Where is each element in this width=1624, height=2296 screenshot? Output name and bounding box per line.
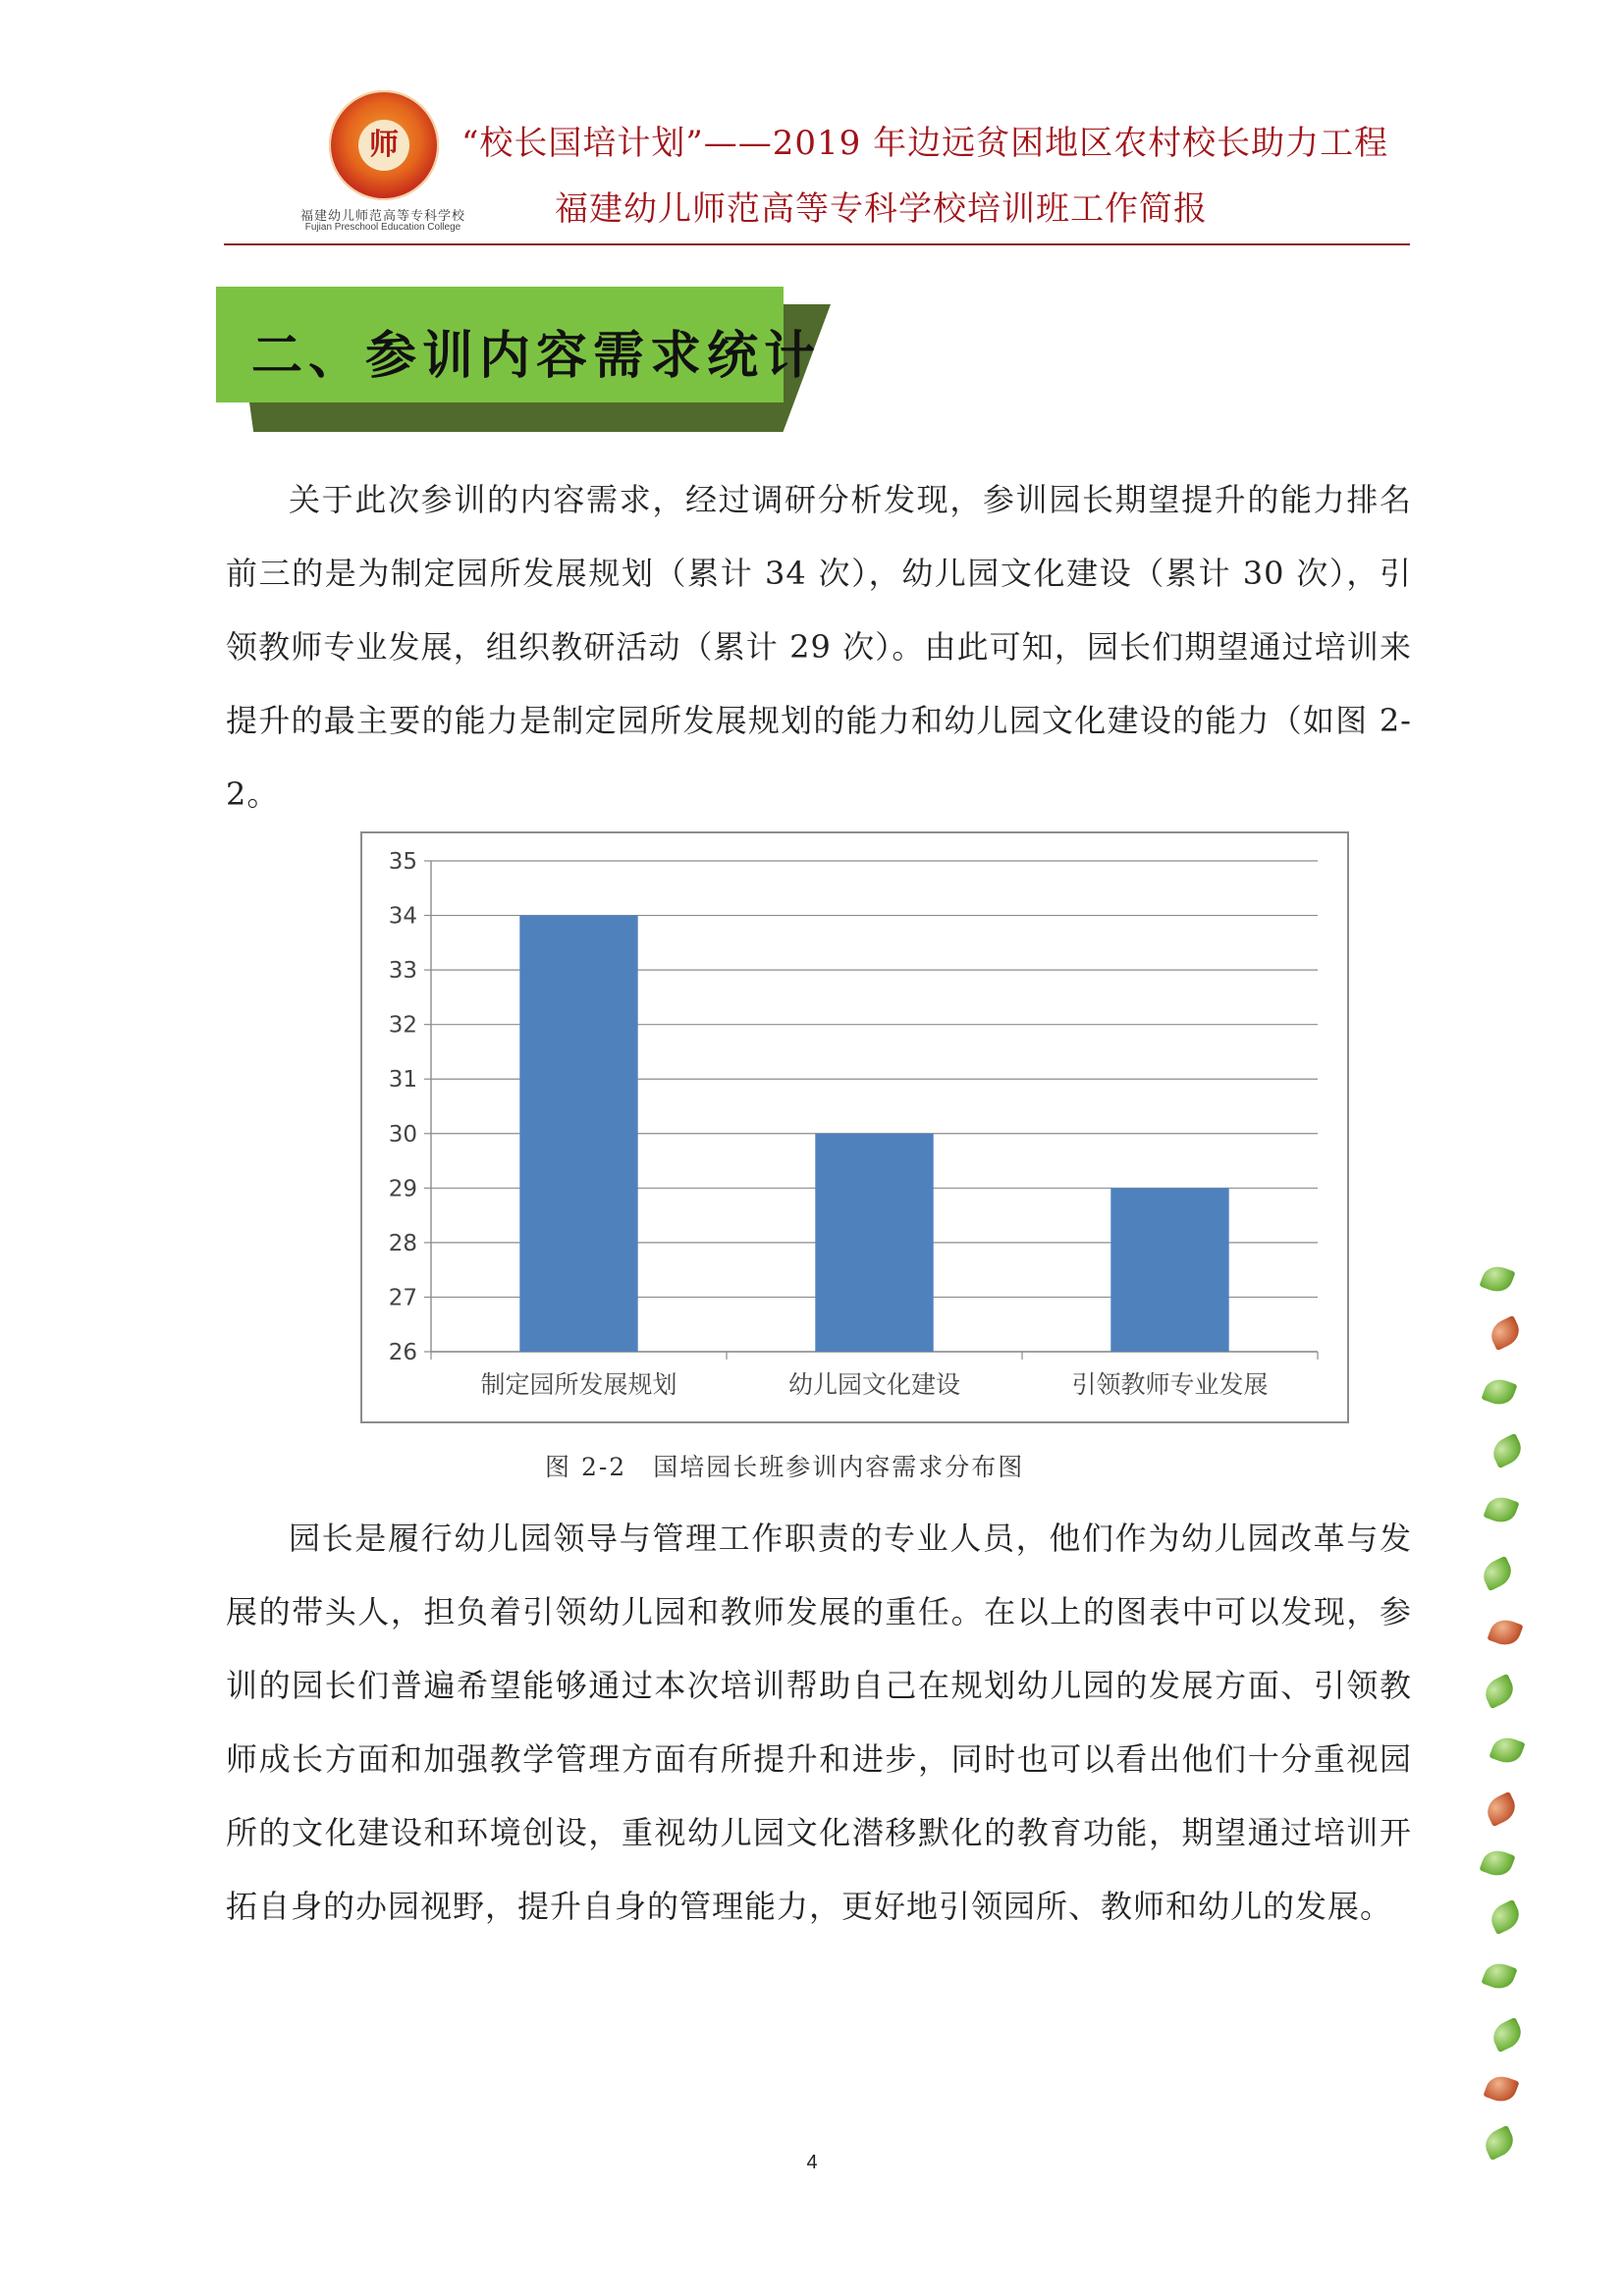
bar <box>519 916 637 1352</box>
y-tick-label: 29 <box>388 1176 417 1202</box>
leaf-icon <box>1481 1674 1518 1709</box>
leaf-icon <box>1481 1375 1517 1410</box>
leaf-icon <box>1487 1616 1523 1650</box>
header-title-line1: “校长国培计划”——2019 年边远贫困地区农村校长助力工程 <box>461 124 1389 163</box>
figure-caption: 图 2-2 国培园长班参训内容需求分布图 <box>545 1453 1025 1481</box>
intro-paragraph: 关于此次参训的内容需求，经过调研分析发现，参训园长期望提升的能力排名前三的是为制定园所发展规划（累计 34 次），幼儿园文化建设（累计 30 次），引领教师专业发展，组织教研活动（累计 29 次）。由此可知，园长们期望通过培训来提升的最主要的能力是制定园所发展规划的能力和幼儿园文化建设的能力（如图 2-2。 <box>226 481 1412 813</box>
bar <box>1110 1188 1228 1352</box>
leaf-icon <box>1489 1433 1526 1468</box>
leaf-icon <box>1479 1556 1516 1591</box>
bar-chart <box>360 831 1349 1423</box>
header-title-line2: 福建幼儿师范高等专科学校培训班工作简报 <box>555 189 1208 229</box>
x-category-label: 制定园所发展规划 <box>480 1370 677 1399</box>
analysis-paragraph: 园长是履行幼儿园领导与管理工作职责的专业人员，他们作为幼儿园改革与发展的带头人，担负着引领幼儿园和教师发展的重任。在以上的图表中可以发现，参训的园长们普遍希望能够通过本次培训帮助自己在规划幼儿园的发展方面、引领教师成长方面和加强教学管理方面有所提升和进步，同时也可以看出他们十分重视园所的文化建设和环境创设，重视幼儿园文化潜移默化的教育功能，期望通过培训开拓自身的办园视野，提升自身的管理能力，更好地引领园所、教师和幼儿的发展。 <box>226 1520 1412 1925</box>
y-tick-label: 34 <box>388 903 417 930</box>
leaf-icon <box>1489 1734 1525 1768</box>
y-tick-label: 26 <box>388 1340 417 1365</box>
leaf-icon <box>1489 2017 1526 2053</box>
logo-name-en: Fujian Preschool Education College <box>304 222 461 233</box>
college-seal <box>329 90 439 200</box>
college-logo <box>280 90 486 238</box>
section-banner <box>216 287 835 444</box>
leaf-icon <box>1483 2072 1519 2107</box>
header-divider <box>224 243 1410 245</box>
leaf-icon <box>1487 1899 1524 1935</box>
x-category-label: 幼儿园文化建设 <box>787 1370 961 1399</box>
y-tick-label: 32 <box>388 1012 417 1039</box>
y-tick-label: 35 <box>388 849 417 875</box>
bar <box>815 1134 933 1352</box>
y-tick-label: 30 <box>388 1121 417 1148</box>
y-tick-label: 27 <box>388 1285 417 1311</box>
logo-name-cn: 福建幼儿师范高等专科学校 <box>299 209 465 224</box>
chart-canvas <box>362 833 1347 1421</box>
y-tick-label: 28 <box>388 1230 417 1256</box>
seal-emblem: 师 <box>358 120 409 171</box>
page-number: 4 <box>806 2152 818 2173</box>
section-title: 二、参训内容需求统计 <box>251 326 822 386</box>
leaf-icon <box>1487 1315 1524 1351</box>
y-tick-label: 33 <box>388 958 417 985</box>
leaf-icon <box>1483 1493 1519 1527</box>
y-tick-label: 31 <box>388 1067 417 1094</box>
x-category-label: 引领教师专业发展 <box>1071 1370 1269 1399</box>
leaf-icon <box>1479 1846 1515 1881</box>
leaf-icon <box>1481 2125 1518 2161</box>
leaf-icon <box>1483 1791 1520 1827</box>
leaf-icon <box>1481 1959 1517 1994</box>
leaf-icon <box>1479 1262 1515 1297</box>
